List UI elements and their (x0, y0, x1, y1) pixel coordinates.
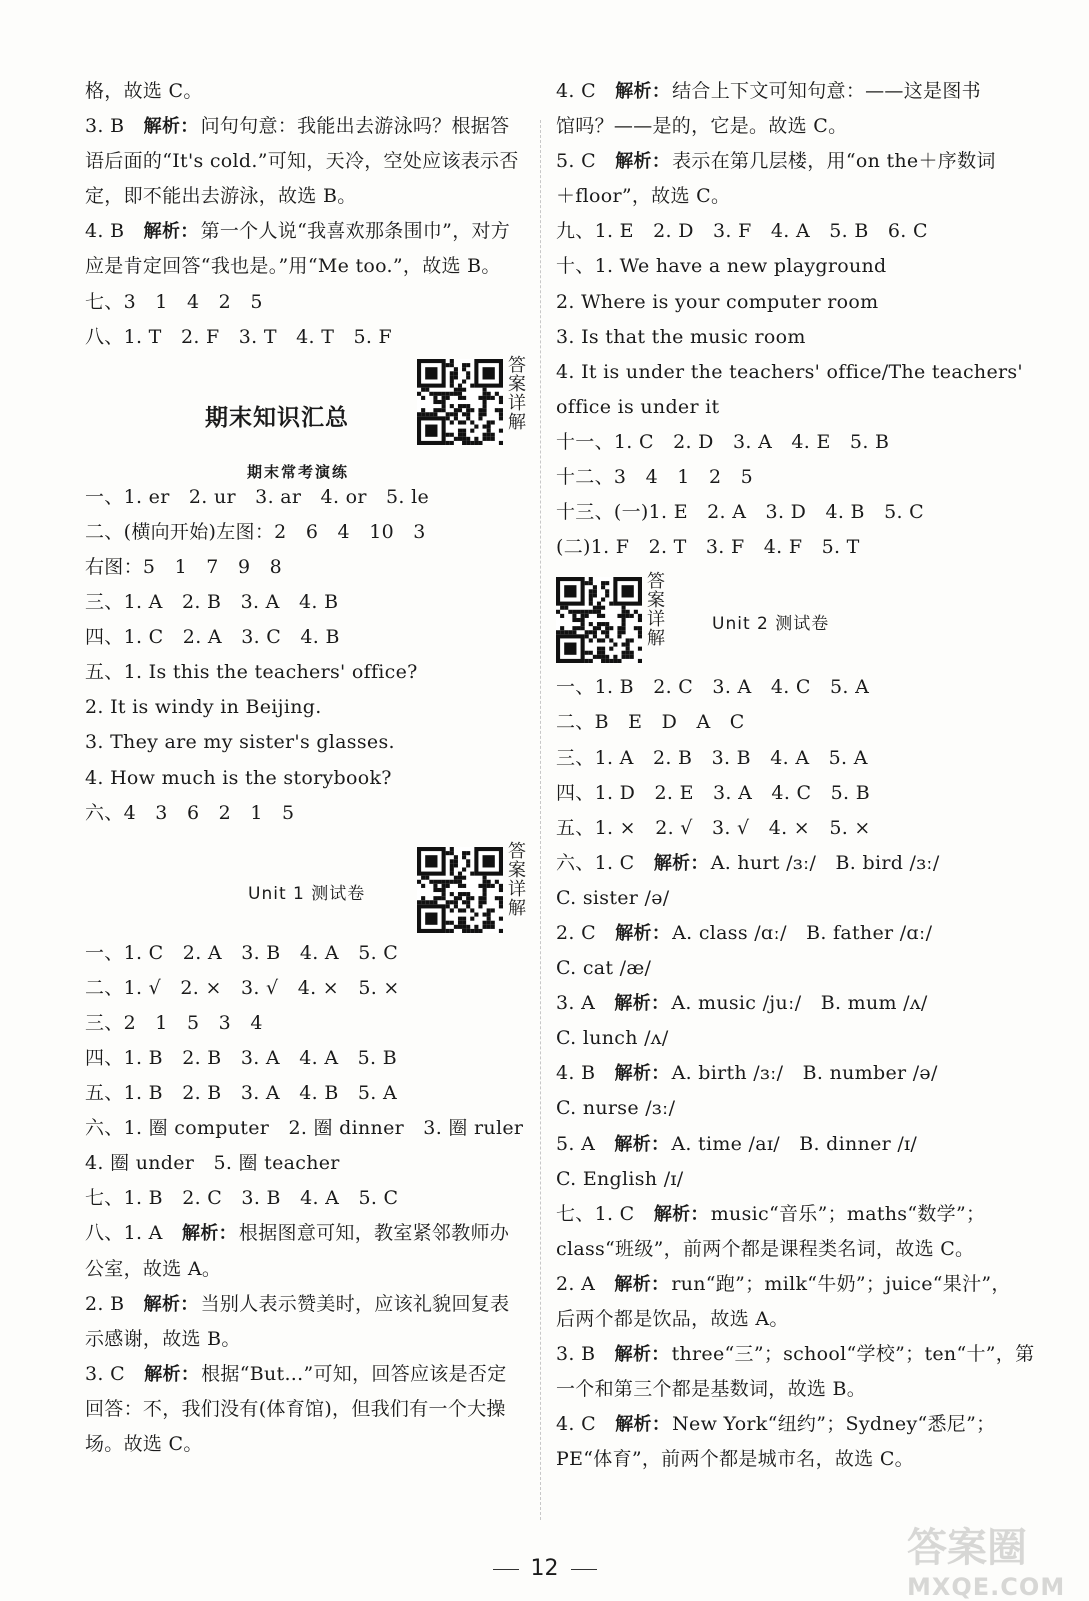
answer-text: 四、1. B 2. B 3. A 4. A 5. B (85, 1046, 397, 1069)
answer-text: 一、1. er 2. ur 3. ar 4. or 5. le (85, 485, 430, 508)
analysis-label: 解析： (143, 1293, 199, 1315)
answer-text: 四、1. C 2. A 3. C 4. B (85, 626, 340, 649)
answer-number: 八、1. A (85, 1222, 163, 1245)
answer-text: 三、2 1 5 3 4 (85, 1011, 263, 1034)
answer-number: 4. C (556, 80, 596, 102)
answer-line (85, 761, 525, 796)
answer-text: A. hurt /ɜː/ B. bird /ɜː/ (710, 851, 940, 874)
answer-text: 根据“But...”可知，回答应该是否定 (201, 1362, 507, 1385)
answer-line (556, 285, 1006, 320)
answer-line (556, 1442, 1006, 1477)
answer-line (85, 1041, 525, 1076)
answer-text: 四、1. D 2. E 3. A 4. C 5. B (556, 781, 870, 804)
answer-line (556, 425, 1006, 460)
analysis-label: 解析： (143, 221, 199, 243)
analysis-label: 解析： (615, 1414, 671, 1436)
answer-line (85, 1146, 525, 1181)
qr-code-icon[interactable] (417, 359, 503, 445)
answer-text: class“班级”，前两个都是课程类名词，故选 C。 (556, 1237, 975, 1260)
answer-text: 应是肯定回答“我也是。”用“Me too.”，故选 B。 (85, 255, 501, 278)
answer-line (556, 951, 1006, 986)
answer-line (85, 179, 525, 214)
answer-text: C. lunch /ʌ/ (556, 1027, 669, 1050)
section-header (85, 355, 525, 480)
answer-number: 3. B (556, 1343, 596, 1366)
answer-line (85, 620, 525, 655)
answer-line (85, 1216, 525, 1251)
answer-text: 表示在第几层楼，用“on the＋序数词 (672, 150, 996, 173)
answer-text: 根据图意可知，教室紧邻教师办 (238, 1222, 510, 1245)
answer-line (85, 725, 525, 760)
answer-text: three“三”；school“学校”；ten“十”，第 (671, 1343, 1035, 1366)
answer-text: New York“纽约”；Sydney“悉尼”； (672, 1413, 996, 1436)
answer-text: 一、1. C 2. A 3. B 4. A 5. C (85, 941, 399, 964)
answer-line (556, 846, 1006, 881)
answer-line (85, 796, 525, 831)
answer-text: 后两个都是饮品，故选 A。 (556, 1308, 789, 1330)
answer-line (85, 285, 525, 320)
answer-text: 右图：5 1 7 9 8 (85, 555, 283, 578)
answer-text: 十、1. We have a new playground (556, 255, 887, 278)
answer-text: 五、1. B 2. B 3. A 4. B 5. A (85, 1082, 397, 1105)
answer-line (556, 530, 1006, 565)
answer-line (85, 936, 525, 971)
answer-text: C. English /ɪ/ (556, 1167, 684, 1190)
answer-text: 三、1. A 2. B 3. A 4. B (85, 591, 339, 614)
left-column (85, 74, 525, 1462)
analysis-label: 解析： (182, 1223, 237, 1245)
answer-line (556, 1091, 1006, 1126)
answer-line (85, 515, 525, 550)
answer-number: 5. C (556, 150, 596, 173)
answer-number: 5. A (556, 1132, 596, 1155)
answer-line (85, 1392, 525, 1427)
answer-line (556, 1021, 1006, 1056)
section-header (556, 565, 1006, 670)
answer-line (556, 1232, 1006, 1267)
answer-text: ＋floor”，故选 C。 (556, 185, 731, 208)
answer-number: 4. B (556, 1062, 596, 1085)
answer-text: 4. How much is the storybook? (85, 766, 392, 789)
answer-line (85, 214, 525, 249)
answer-text: 十一、1. C 2. D 3. A 4. E 5. B (556, 430, 890, 453)
answer-line (556, 916, 1006, 951)
answer-line (85, 320, 525, 355)
answer-line (556, 1197, 1006, 1232)
analysis-label: 解析： (653, 852, 709, 874)
answer-text: A. music /juː/ B. mum /ʌ/ (671, 992, 928, 1015)
answer-text: 五、1. Is this the teachers' office? (85, 661, 418, 684)
answer-line (556, 249, 1006, 284)
answer-text: C. cat /æ/ (556, 957, 652, 980)
page-number-text: 12 (530, 1556, 559, 1581)
answer-text: 回答：不，我们没有(体育馆)，但我们有一个大操 (85, 1397, 506, 1420)
qr-code-icon[interactable] (556, 577, 642, 663)
answer-text: 三、1. A 2. B 3. B 4. A 5. A (556, 746, 868, 769)
answer-line (85, 1006, 525, 1041)
answer-line (556, 986, 1006, 1021)
answer-number: 2. B (85, 1292, 125, 1315)
section-title: 期末知识汇总 (205, 403, 349, 431)
answer-line (85, 74, 525, 109)
answer-line (85, 585, 525, 620)
analysis-label: 解析： (143, 116, 199, 138)
answer-number: 4. C (556, 1413, 596, 1436)
answer-text: 结合上下文可知句意：——这是图书 (672, 80, 981, 102)
section-subtitle: 期末常考演练 (247, 462, 350, 481)
answer-line (556, 1056, 1006, 1091)
answer-line (85, 1287, 525, 1322)
answer-line (556, 460, 1006, 495)
answer-text: run“跑”；milk“牛奶”；juice“果汁”， (671, 1272, 1011, 1295)
answer-line (85, 1322, 525, 1357)
answer-line (556, 74, 1006, 109)
answer-line (556, 670, 1006, 705)
answer-line (85, 1181, 525, 1216)
answer-text: 格，故选 C。 (85, 80, 203, 102)
answer-text: 二、1. √ 2. × 3. √ 4. × 5. × (85, 976, 400, 999)
answer-line (556, 1127, 1006, 1162)
answer-text: 六、1. 圈 computer 2. 圈 dinner 3. 圈 ruler (85, 1117, 524, 1140)
answer-line (556, 1337, 1035, 1372)
answer-text: 九、1. E 2. D 3. F 4. A 5. B 6. C (556, 220, 928, 243)
answer-text: (二)1. F 2. T 3. F 4. F 5. T (556, 536, 860, 559)
right-column (556, 74, 1035, 1477)
answer-text: C. sister /ə/ (556, 886, 670, 909)
answer-text: 二、(横向开始)左图：2 6 4 10 3 (85, 520, 426, 543)
qr-label: 答案详解 (505, 840, 526, 917)
answer-text: 七、3 1 4 2 5 (85, 290, 263, 313)
answer-text: 二、B E D A C (556, 711, 745, 734)
section-header (85, 831, 525, 936)
answer-text: 一、1. B 2. C 3. A 4. C 5. A (556, 676, 870, 699)
answer-number: 3. C (85, 1362, 125, 1385)
answer-text: 六、4 3 6 2 1 5 (85, 801, 295, 824)
answer-line (556, 776, 1006, 811)
answer-line (556, 1407, 1006, 1442)
analysis-label: 解析： (653, 1203, 709, 1225)
answer-text: PE“体育”，前两个都是城市名，故选 C。 (556, 1448, 914, 1471)
answer-text: 3. They are my sister's glasses. (85, 731, 395, 754)
answer-text: 3. Is that the music room (556, 325, 806, 348)
analysis-label: 解析： (615, 922, 671, 944)
answer-line (85, 971, 525, 1006)
answer-number: 七、1. C (556, 1202, 635, 1225)
answer-line (556, 1267, 1011, 1302)
answer-line (556, 320, 1006, 355)
answer-text: 2. It is windy in Beijing. (85, 696, 322, 719)
answer-text: A. birth /ɜː/ B. number /ə/ (671, 1062, 938, 1085)
answer-line (85, 249, 525, 284)
answer-text: 一个和第三个都是基数词，故选 B。 (556, 1378, 867, 1401)
answer-text: 八、1. T 2. F 3. T 4. T 5. F (85, 325, 393, 348)
watermark-url: MXQE.COM (907, 1573, 1066, 1601)
answer-text: A. class /ɑː/ B. father /ɑː/ (672, 921, 933, 944)
answer-line (556, 881, 1006, 916)
answer-text: music“音乐”；maths“数学”； (710, 1202, 986, 1225)
answer-text: 馆吗？——是的，它是。故选 C。 (556, 115, 848, 138)
answer-number: 3. A (556, 992, 596, 1015)
answer-line (85, 1111, 525, 1146)
answer-text: 公室，故选 A。 (85, 1257, 222, 1280)
column-divider (540, 120, 541, 1520)
analysis-label: 解析： (615, 81, 671, 102)
answer-line (85, 690, 525, 725)
analysis-label: 解析： (614, 993, 670, 1015)
analysis-label: 解析： (614, 1273, 670, 1295)
answer-line (85, 1252, 525, 1287)
qr-code-icon[interactable] (417, 847, 503, 933)
answer-line (556, 1302, 1006, 1337)
analysis-label: 解析： (144, 1363, 200, 1385)
analysis-label: 解析： (614, 1133, 670, 1155)
answer-text: office is under it (556, 395, 720, 418)
answer-text: 示感谢，故选 B。 (85, 1327, 241, 1350)
answer-line (556, 1162, 1006, 1197)
answer-text: 4. It is under the teachers' office/The teachers' (556, 360, 1023, 383)
answer-line (556, 495, 1006, 530)
answer-line (556, 179, 1006, 214)
answer-line (85, 1076, 525, 1111)
answer-line (556, 144, 1006, 179)
answer-text: 场。故选 C。 (85, 1433, 203, 1455)
answer-line (556, 355, 1023, 390)
answer-text: 4. 圈 under 5. 圈 teacher (85, 1152, 340, 1175)
answer-text: C. nurse /ɜː/ (556, 1097, 676, 1120)
analysis-label: 解析： (615, 151, 671, 173)
answer-text: 2. Where is your computer room (556, 290, 879, 313)
analysis-label: 解析： (614, 1344, 670, 1366)
answer-number: 2. C (556, 921, 596, 944)
answer-text: 当别人表示赞美时，应该礼貌回复表 (200, 1292, 510, 1315)
answer-line (556, 390, 1006, 425)
qr-label: 答案详解 (644, 571, 665, 648)
qr-label: 答案详解 (505, 354, 526, 431)
answer-line (85, 109, 525, 144)
answer-line (556, 214, 1006, 249)
answer-line (556, 811, 1006, 846)
answer-line (556, 741, 1006, 776)
answer-text: 十三、(一)1. E 2. A 3. D 4. B 5. C (556, 501, 924, 524)
answer-text: A. time /aɪ/ B. dinner /ɪ/ (671, 1132, 918, 1155)
answer-text: 第一个人说“我喜欢那条围巾”，对方 (200, 220, 511, 243)
answer-number: 4. B (85, 220, 125, 243)
answer-line (85, 550, 525, 585)
answer-text: 语后面的“It's cold.”可知，天冷，空处应该表示否 (85, 150, 519, 173)
section-title: Unit 2 测试卷 (712, 614, 830, 635)
analysis-label: 解析： (614, 1063, 670, 1085)
answer-text: 定，即不能出去游泳，故选 B。 (85, 185, 357, 208)
answer-text: 七、1. B 2. C 3. B 4. A 5. C (85, 1187, 399, 1210)
answer-text: 五、1. × 2. √ 3. √ 4. × 5. × (556, 816, 871, 839)
answer-number: 2. A (556, 1272, 596, 1295)
answer-line (556, 1372, 1006, 1407)
answer-text: 十二、3 4 1 2 5 (556, 466, 754, 489)
section-title: Unit 1 测试卷 (248, 883, 366, 904)
answer-line (556, 705, 1006, 740)
answer-number: 六、1. C (556, 851, 635, 874)
answer-line (85, 1357, 525, 1392)
answer-line (556, 109, 1006, 144)
answer-line (85, 1427, 525, 1462)
answer-text: 问句句意：我能出去游泳吗？根据答 (200, 115, 510, 138)
watermark-logo (907, 1516, 1067, 1601)
answer-line (85, 480, 525, 515)
answer-line (85, 144, 525, 179)
watermark-mark: 答案圈 (907, 1525, 1027, 1571)
answer-line (85, 655, 525, 690)
answer-number: 3. B (85, 115, 125, 138)
